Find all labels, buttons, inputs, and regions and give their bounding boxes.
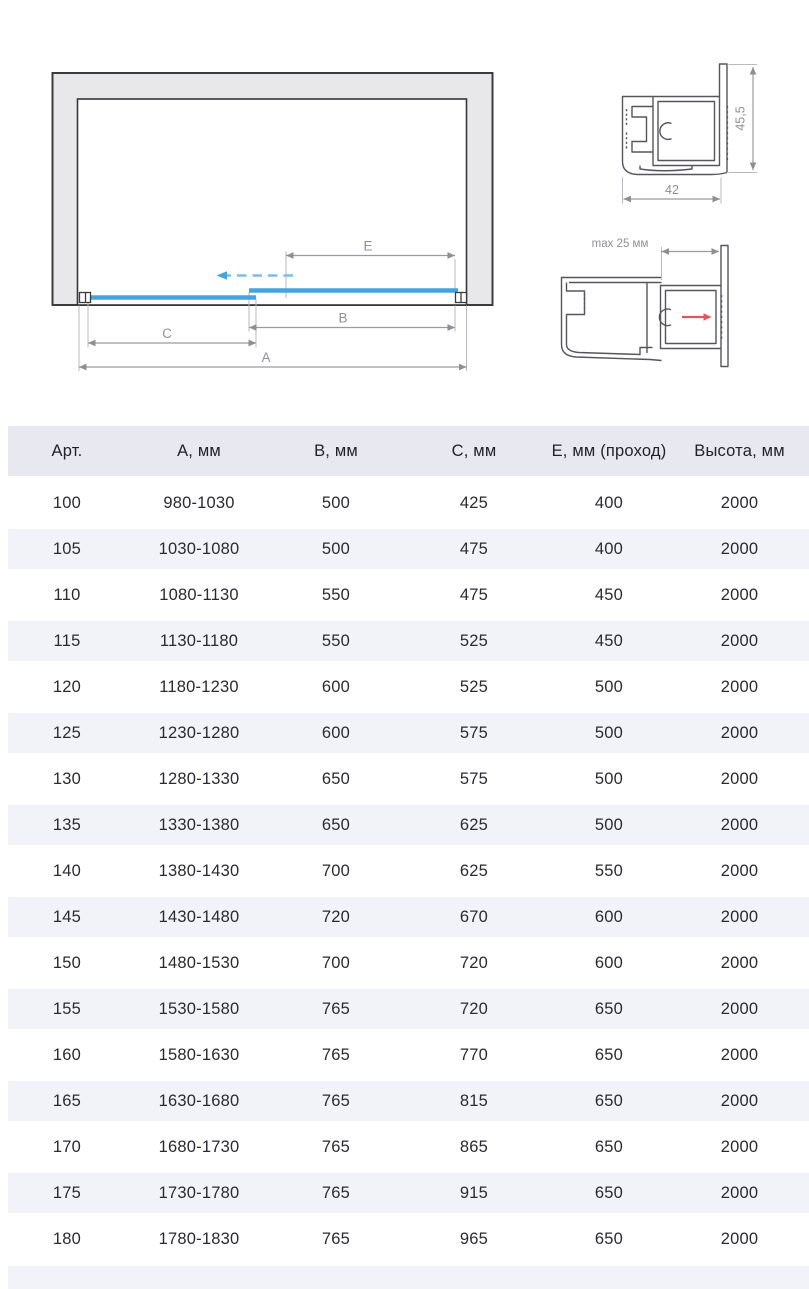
table-row xyxy=(8,664,809,710)
profile-corner-dim-lines xyxy=(624,67,754,199)
table-cell: 700 xyxy=(321,953,351,972)
table-cell: 2000 xyxy=(720,585,759,604)
table-row xyxy=(8,848,809,894)
front-view-diagram xyxy=(53,73,493,371)
table-row xyxy=(8,1170,809,1216)
dim-label-c: C xyxy=(162,326,172,341)
col-header-b: В, мм xyxy=(272,426,400,480)
profile-corner-dim-labels xyxy=(665,106,747,197)
table-cell: 1730-1780 xyxy=(126,1170,272,1216)
table-row xyxy=(8,986,809,1032)
table-cell: 650 xyxy=(594,1045,624,1064)
screw-channel-icon xyxy=(660,123,672,140)
profile-adjust-diagram xyxy=(562,238,729,367)
table-cell: 2000 xyxy=(670,986,809,1032)
table-cell: 765 xyxy=(321,1045,351,1064)
profile-corner-outline xyxy=(623,64,728,175)
table-cell: 2000 xyxy=(670,526,809,572)
table-cell: 525 xyxy=(400,618,548,664)
table-cell: 500 xyxy=(594,769,624,788)
dim-label-a: A xyxy=(261,350,271,365)
table-row xyxy=(8,572,809,618)
table-cell: 600 xyxy=(321,677,351,696)
table-cell: 130 xyxy=(52,769,82,788)
table-cell: 2000 xyxy=(720,1045,759,1064)
table-cell: 525 xyxy=(459,677,489,696)
table-cell: 135 xyxy=(8,802,126,848)
spec-table-section xyxy=(0,426,809,1289)
table-cell: 2000 xyxy=(720,861,759,880)
profile-width-label: 42 xyxy=(665,183,679,197)
table-cell: 915 xyxy=(400,1170,548,1216)
table-cell: 720 xyxy=(400,986,548,1032)
table-row xyxy=(8,940,809,986)
table-cell: 175 xyxy=(8,1170,126,1216)
table-cell: 1380-1430 xyxy=(158,861,240,880)
table-cell: 1430-1480 xyxy=(126,894,272,940)
table-row xyxy=(8,618,809,664)
table-cell: 500 xyxy=(594,677,624,696)
table-cell: 500 xyxy=(321,493,351,512)
spec-table xyxy=(8,426,809,1262)
table-cell: 650 xyxy=(548,1078,670,1124)
table-cell: 2000 xyxy=(720,493,759,512)
opening-inner-outline xyxy=(78,99,467,305)
table-cell: 550 xyxy=(321,585,351,604)
col-header-c: С, мм xyxy=(400,426,548,480)
col-header-art: Арт. xyxy=(8,426,126,480)
table-row xyxy=(8,1124,809,1170)
col-header-height: Высота, мм xyxy=(670,426,809,480)
table-cell: 2000 xyxy=(670,618,809,664)
table-cell: 650 xyxy=(548,986,670,1032)
table-cell: 2000 xyxy=(670,1170,809,1216)
dim-label-e: E xyxy=(363,238,373,254)
table-cell: 980-1030 xyxy=(163,493,235,512)
extend-direction-arrowhead-icon xyxy=(704,313,712,321)
table-cell: 650 xyxy=(321,769,351,788)
profile-adjust-outline xyxy=(562,246,729,367)
table-cell: 700 xyxy=(321,861,351,880)
table-row xyxy=(8,526,809,572)
table-cell: 1530-1580 xyxy=(126,986,272,1032)
table-cell: 765 xyxy=(272,1170,400,1216)
table-cell: 125 xyxy=(8,710,126,756)
table-cell: 110 xyxy=(53,585,81,604)
table-cell: 550 xyxy=(594,861,624,880)
col-header-a: А, мм xyxy=(126,426,272,480)
table-cell: 720 xyxy=(459,953,489,972)
table-cell: 1580-1630 xyxy=(158,1045,240,1064)
table-cell: 120 xyxy=(52,677,82,696)
table-cell: 1280-1330 xyxy=(158,769,240,788)
table-cell: 550 xyxy=(272,618,400,664)
table-cell: 115 xyxy=(8,618,126,664)
partial-next-row xyxy=(8,1266,809,1289)
profile-corner-diagram xyxy=(623,64,758,204)
table-row xyxy=(8,756,809,802)
header-row xyxy=(8,426,809,480)
table-cell: 650 xyxy=(272,802,400,848)
drawings-svg xyxy=(0,0,809,426)
table-cell: 400 xyxy=(548,526,670,572)
table-cell: 165 xyxy=(8,1078,126,1124)
table-row xyxy=(8,1032,809,1078)
table-cell: 1230-1280 xyxy=(126,710,272,756)
table-cell: 180 xyxy=(52,1229,82,1248)
table-cell: 400 xyxy=(594,493,624,512)
table-cell: 450 xyxy=(594,585,624,604)
table-cell: 720 xyxy=(272,894,400,940)
table-row xyxy=(8,480,809,526)
spec-table-header xyxy=(8,426,809,480)
table-cell: 160 xyxy=(52,1045,82,1064)
table-cell: 1680-1730 xyxy=(158,1137,240,1156)
table-cell: 425 xyxy=(459,493,489,512)
table-cell: 2000 xyxy=(720,769,759,788)
table-cell: 2000 xyxy=(720,677,759,696)
table-cell: 650 xyxy=(594,1229,624,1248)
table-cell: 1330-1380 xyxy=(126,802,272,848)
table-row xyxy=(8,1078,809,1124)
col-header-e: Е, мм (проход) xyxy=(548,426,670,480)
table-cell: 1180-1230 xyxy=(159,677,239,696)
table-cell: 670 xyxy=(400,894,548,940)
profile-height-label: 45,5 xyxy=(733,106,748,131)
table-cell: 1630-1680 xyxy=(126,1078,272,1124)
table-cell: 600 xyxy=(548,894,670,940)
table-cell: 1780-1830 xyxy=(158,1229,240,1248)
table-cell: 170 xyxy=(52,1137,82,1156)
table-cell: 625 xyxy=(459,861,489,880)
table-cell: 625 xyxy=(400,802,548,848)
table-cell: 865 xyxy=(459,1137,489,1156)
table-cell: 600 xyxy=(272,710,400,756)
table-cell: 500 xyxy=(548,710,670,756)
table-row xyxy=(8,894,809,940)
profile-corner-extension-lines xyxy=(623,65,758,204)
table-cell: 770 xyxy=(459,1045,489,1064)
table-cell: 475 xyxy=(400,526,548,572)
table-cell: 765 xyxy=(321,1229,351,1248)
table-cell: 140 xyxy=(52,861,82,880)
table-cell: 815 xyxy=(400,1078,548,1124)
table-cell: 650 xyxy=(594,1137,624,1156)
table-cell: 575 xyxy=(400,710,548,756)
table-row xyxy=(8,710,809,756)
table-cell: 600 xyxy=(594,953,624,972)
table-cell: 650 xyxy=(548,1170,670,1216)
table-cell: 2000 xyxy=(720,953,759,972)
dim-label-b: B xyxy=(338,310,348,326)
table-cell: 500 xyxy=(548,802,670,848)
table-cell: 1080-1130 xyxy=(159,585,239,604)
table-cell: 965 xyxy=(459,1229,489,1248)
table-cell: 575 xyxy=(459,769,489,788)
table-cell: 2000 xyxy=(670,710,809,756)
table-row xyxy=(8,1216,809,1262)
table-row xyxy=(8,802,809,848)
table-cell: 2000 xyxy=(720,1137,759,1156)
spec-table-body xyxy=(8,480,809,1262)
table-cell: 450 xyxy=(548,618,670,664)
table-cell: 475 xyxy=(459,585,489,604)
technical-drawings xyxy=(0,0,809,426)
table-cell: 1130-1180 xyxy=(126,618,272,664)
table-cell: 155 xyxy=(8,986,126,1032)
table-cell: 105 xyxy=(8,526,126,572)
table-cell: 500 xyxy=(272,526,400,572)
table-cell: 765 xyxy=(321,1137,351,1156)
table-cell: 1030-1080 xyxy=(126,526,272,572)
table-cell: 765 xyxy=(272,1078,400,1124)
table-cell: 100 xyxy=(52,493,82,512)
table-cell: 2000 xyxy=(720,1229,759,1248)
table-cell: 765 xyxy=(272,986,400,1032)
table-cell: 1480-1530 xyxy=(158,953,240,972)
profile-adjust-label: max 25 мм xyxy=(591,238,649,250)
table-cell: 150 xyxy=(52,953,82,972)
table-cell: 2000 xyxy=(670,1078,809,1124)
table-cell: 145 xyxy=(8,894,126,940)
table-cell: 2000 xyxy=(670,894,809,940)
table-cell: 2000 xyxy=(670,802,809,848)
